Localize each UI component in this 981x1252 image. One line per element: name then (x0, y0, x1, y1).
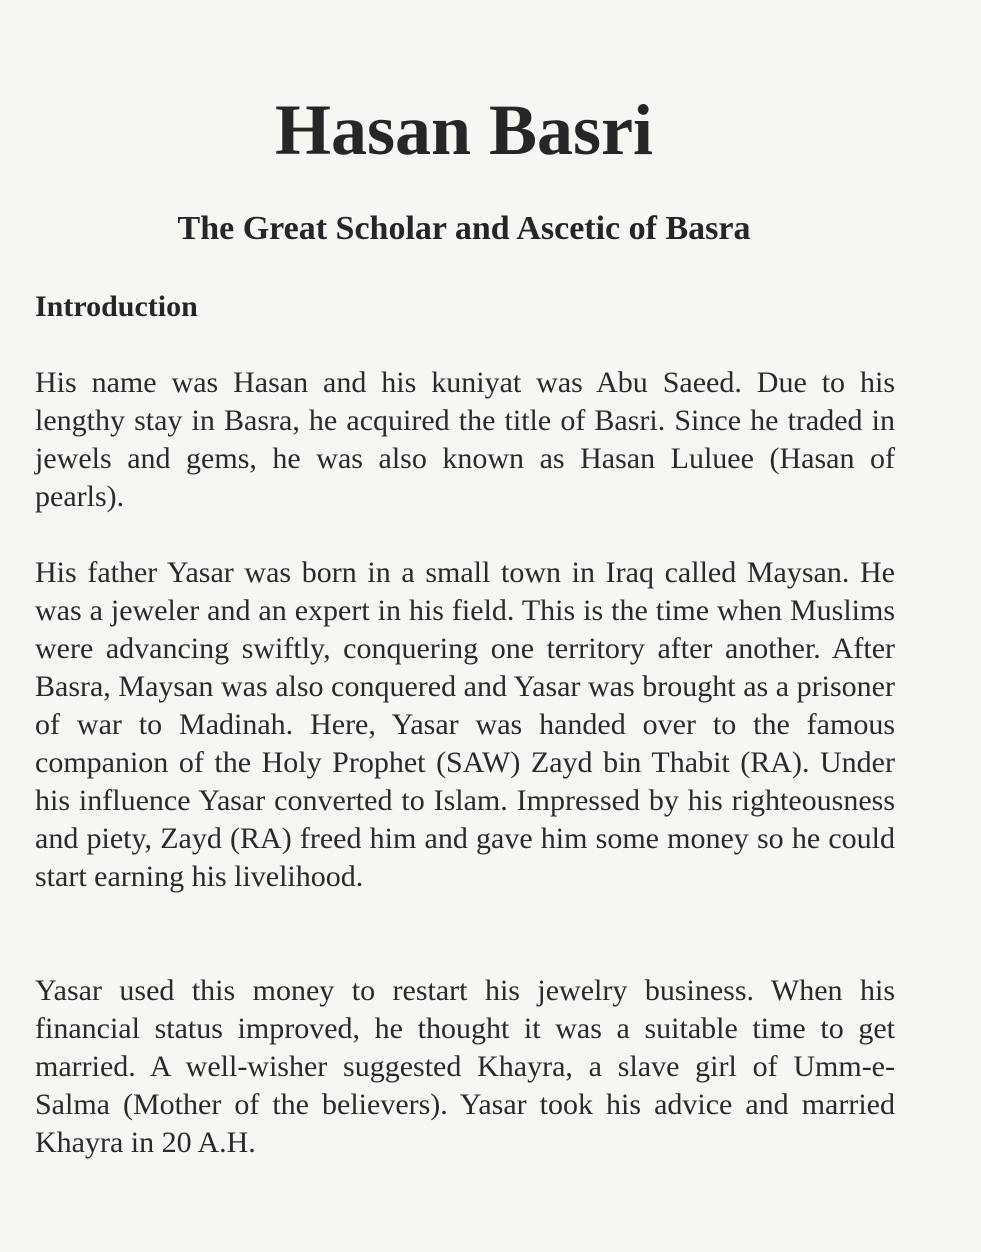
page-subtitle: The Great Scholar and Ascetic of Basra (177, 210, 751, 247)
page-title: Hasan Basri (274, 90, 654, 170)
section-heading-introduction: Introduction (35, 290, 198, 323)
paragraph-3: Yasar used this money to restart his jewelry business. When his financial status improved, he thought it was a suitable time to get married. A well-wisher suggested Khayra, a slave girl of Umm-e-Salma (Mother of the believers). Yasar took his advice and married Khayra in 20 A.H. (35, 974, 895, 1159)
paragraph-2: His father Yasar was born in a small town in Iraq called Maysan. He was a jeweler and an expert in his field. This is the time when Muslims were advancing swiftly, conquering one territory after another. After Basra, Maysan was also conquered and Yasar was brought as a prisoner of war to Madinah. Here, Yasar was handed over to the famous companion of the Holy Prophet (SAW) Zayd bin Thabit (RA). Under his influence Yasar converted to Islam. Impressed by his righteousness and piety, Zayd (RA) freed him and gave him some money so he could start earning his livelihood. (35, 556, 895, 893)
paragraph-1: His name was Hasan and his kuniyat was Abu Saeed. Due to his lengthy stay in Basra, he acquired the title of Basri. Since he traded in jewels and gems, he was also known as Hasan Luluee (Hasan of pearls). (35, 366, 895, 513)
